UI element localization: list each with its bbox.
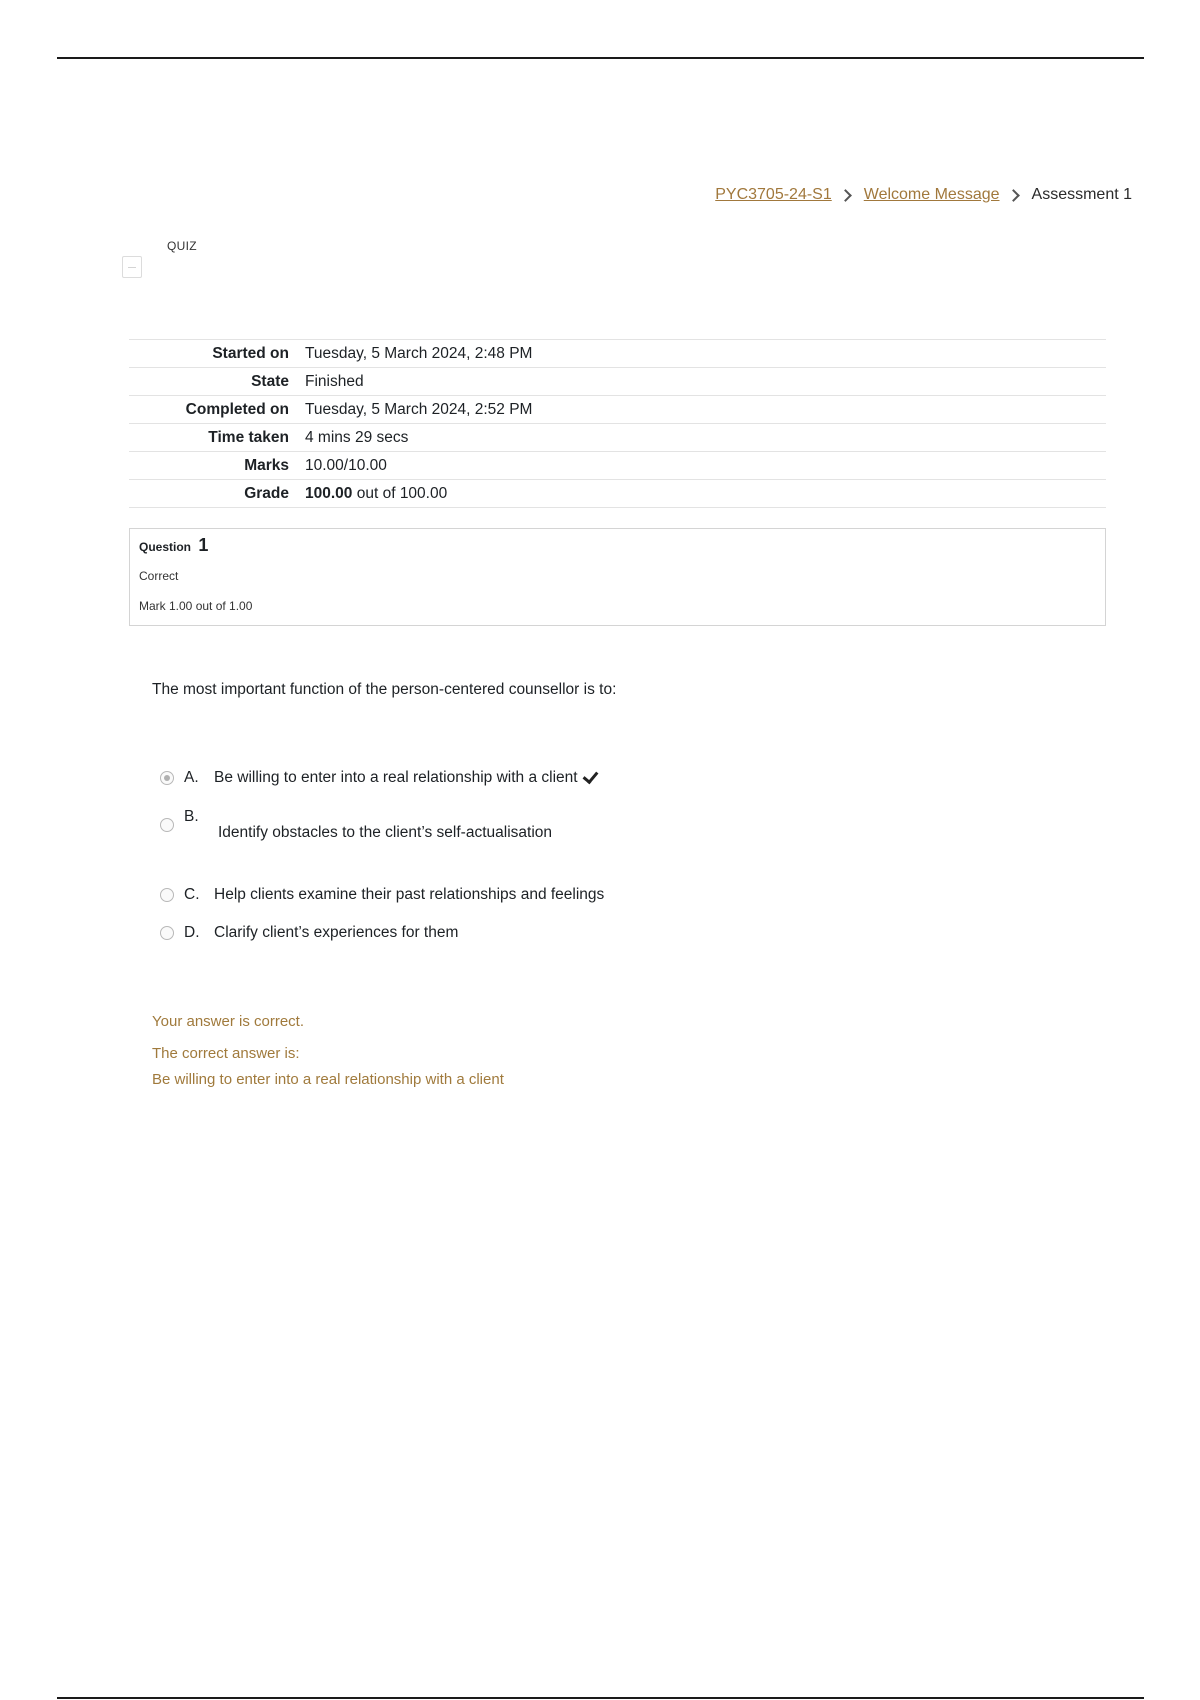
- summary-value-state: Finished: [305, 372, 364, 390]
- summary-label-marks: Marks: [244, 456, 289, 474]
- summary-value-completed: Tuesday, 5 March 2024, 2:52 PM: [305, 400, 533, 418]
- summary-value-time-taken: 4 mins 29 secs: [305, 428, 409, 446]
- summary-label-completed: Completed on: [185, 400, 289, 418]
- summary-label-state: State: [251, 372, 289, 390]
- feedback-correct-answer: Be willing to enter into a real relationship with a client: [152, 1071, 504, 1088]
- activity-type-label: QUIZ: [167, 239, 197, 253]
- answer-text: Identify obstacles to the client’s self-actualisation: [218, 824, 553, 841]
- chevron-right-icon: [839, 189, 852, 202]
- table-row: [129, 424, 1106, 452]
- question-text: The most important function of the person-centered counsellor is to:: [152, 681, 617, 698]
- answer-letter: D.: [184, 924, 200, 941]
- answer-option-b[interactable]: [160, 808, 552, 842]
- question-number: [139, 535, 208, 556]
- table-row: [129, 396, 1106, 424]
- answer-option-d[interactable]: [160, 924, 458, 942]
- question-number-value: 1: [198, 535, 209, 555]
- answer-option-a[interactable]: [160, 769, 595, 787]
- top-rule: [57, 57, 1144, 59]
- table-row: [129, 452, 1106, 480]
- radio-button[interactable]: [160, 888, 174, 902]
- breadcrumb-current: Assessment 1: [1031, 186, 1132, 203]
- bottom-rule: [57, 1697, 1144, 1699]
- grade-out-of: out of 100.00: [352, 484, 448, 502]
- answer-letter: A.: [184, 769, 199, 786]
- question-grade: Mark 1.00 out of 1.00: [139, 599, 253, 613]
- breadcrumb-course-link[interactable]: PYC3705-24-S1: [715, 186, 832, 203]
- radio-button-selected[interactable]: [160, 771, 174, 785]
- answer-letter: B.: [184, 808, 199, 825]
- question-prefix: Question: [139, 540, 192, 554]
- feedback-result: Your answer is correct.: [152, 1013, 305, 1030]
- summary-label-started: Started on: [212, 344, 289, 362]
- summary-label-grade: Grade: [244, 484, 289, 502]
- answer-letter: C.: [184, 886, 200, 903]
- summary-value-grade: [305, 480, 1106, 508]
- breadcrumb: [715, 186, 1132, 204]
- answer-text: Clarify client’s experiences for them: [214, 924, 459, 941]
- chevron-right-icon: [1007, 189, 1020, 202]
- feedback-correct-label: The correct answer is:: [152, 1045, 300, 1062]
- checkmark-icon: [582, 767, 598, 784]
- answer-option-c[interactable]: [160, 886, 604, 904]
- table-row: [129, 340, 1106, 368]
- breadcrumb-section-link[interactable]: Welcome Message: [863, 186, 1000, 203]
- table-row: [129, 480, 1106, 508]
- radio-button[interactable]: [160, 818, 174, 832]
- table-row: [129, 368, 1106, 396]
- question-info-box: [129, 528, 1106, 626]
- attempt-summary-table: [129, 339, 1106, 508]
- answer-text: Help clients examine their past relationships and feelings: [214, 886, 605, 903]
- summary-value-started: Tuesday, 5 March 2024, 2:48 PM: [305, 344, 533, 362]
- grade-score: 100.00: [305, 484, 353, 502]
- summary-label-time-taken: Time taken: [208, 428, 289, 446]
- summary-value-marks: 10.00/10.00: [305, 456, 387, 474]
- answer-text: Be willing to enter into a real relationship with a client: [214, 769, 578, 786]
- radio-button[interactable]: [160, 926, 174, 940]
- quiz-icon: [122, 256, 142, 278]
- question-state: Correct: [139, 569, 179, 583]
